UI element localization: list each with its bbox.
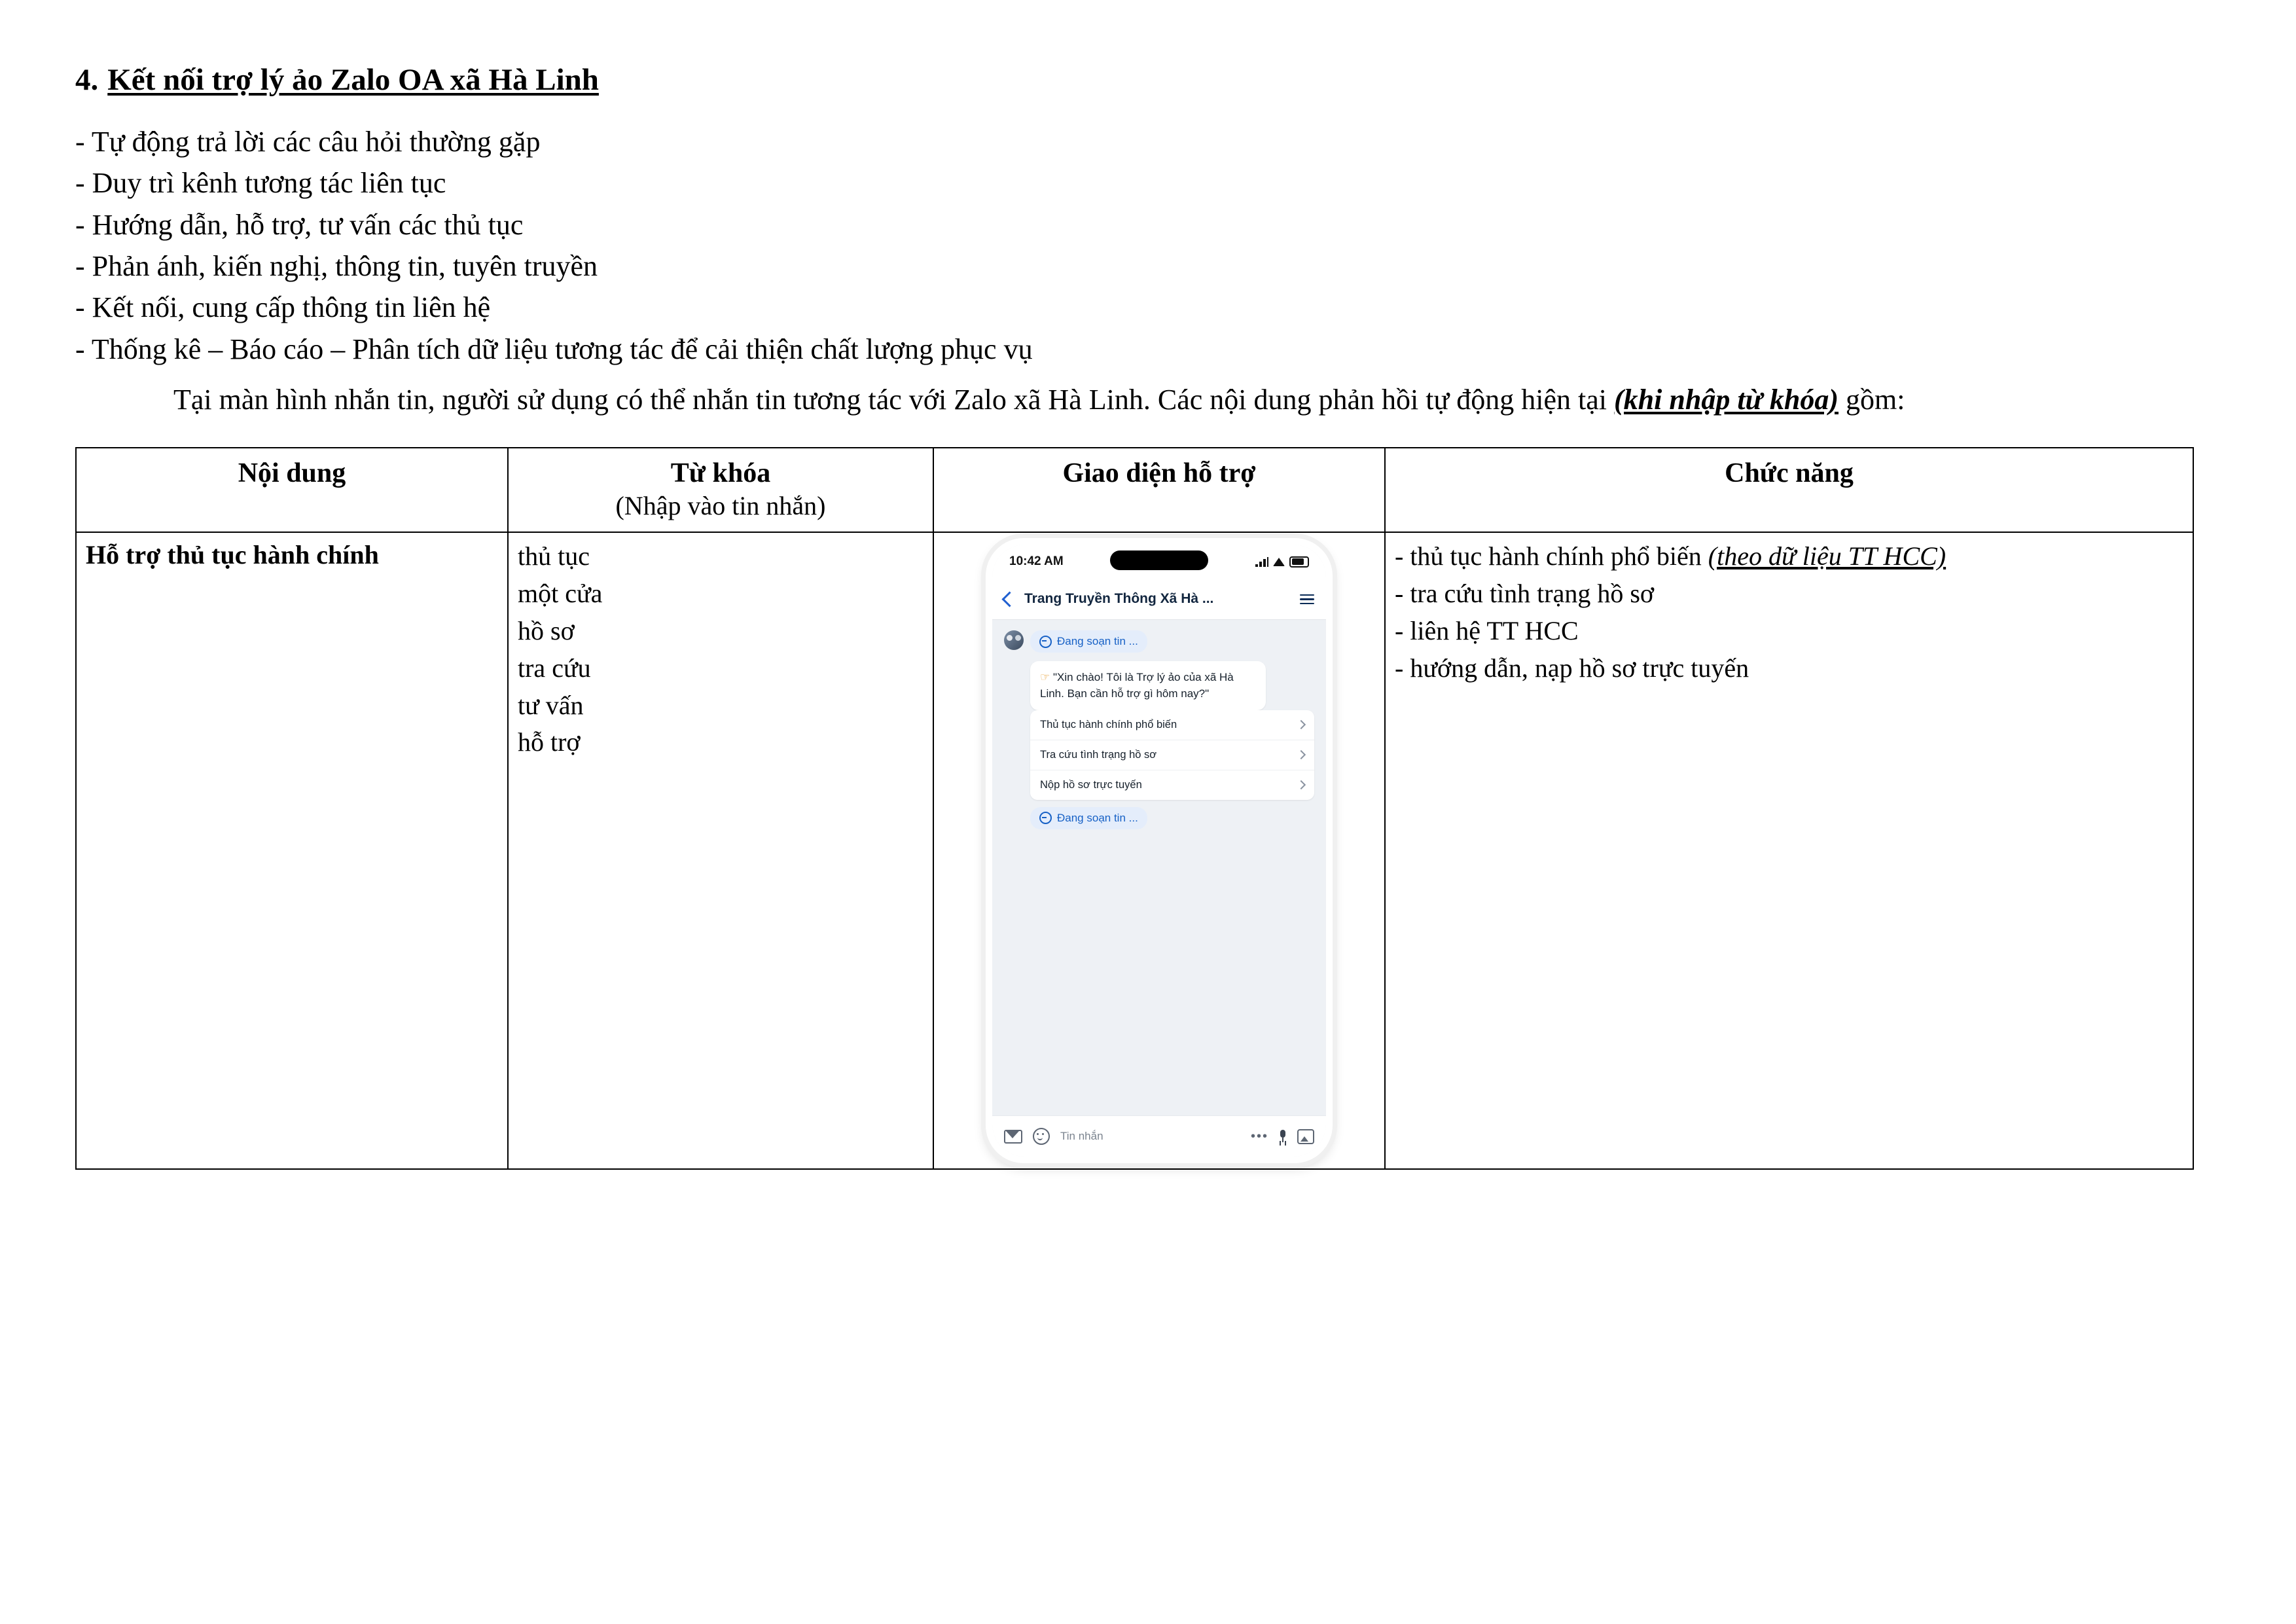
bullet-line-4: - Phản ánh, kiến nghị, thông tin, tuyên truyền — [75, 250, 598, 283]
avatar — [1004, 630, 1024, 650]
page-title — [75, 62, 2198, 98]
table-header-interface — [933, 448, 1385, 532]
bot-quick-reply-menu — [1030, 710, 1314, 800]
cell-content-name: Hỗ trợ thủ tục hành chính — [76, 532, 508, 1169]
function-line-1 — [1395, 538, 2183, 575]
envelope-icon[interactable] — [1004, 1130, 1022, 1144]
image-icon[interactable] — [1297, 1129, 1314, 1144]
table-header-keyword — [508, 448, 933, 532]
function-line-3: - liên hệ TT HCC — [1395, 615, 1579, 645]
table-header-keyword-label: Từ khóa — [670, 458, 771, 489]
phone-mockup — [986, 538, 1333, 1163]
menu-item-label: Nộp hồ sơ trực tuyến — [1040, 778, 1142, 791]
menu-item-nop-ho-so-truc-tuyen[interactable] — [1030, 770, 1314, 800]
keyword-item: thủ tục — [518, 541, 590, 571]
back-chevron-icon[interactable] — [1001, 591, 1017, 607]
table-header-content-label: Nội dung — [238, 458, 346, 489]
intro-paragraph — [75, 379, 2198, 421]
typing-indicator-bottom — [1030, 807, 1147, 829]
menu-item-label: Tra cứu tình trạng hồ sơ — [1040, 748, 1157, 761]
function-line-2: - tra cứu tình trạng hồ sơ — [1395, 579, 1655, 609]
typing-indicator-top-label: Đang soạn tin ... — [1057, 635, 1138, 648]
paragraph-keyword-emphasis: (khi nhập từ khóa) — [1614, 384, 1839, 416]
table-header-interface-label: Giao diện hỗ trợ — [1062, 458, 1256, 489]
chevron-right-icon — [1297, 720, 1306, 729]
typing-indicator-row-bottom — [1030, 807, 1314, 829]
chevron-right-icon — [1297, 780, 1306, 789]
typing-indicator-row-top — [1004, 630, 1314, 653]
chat-title: Trang Truyền Thông Xã Hà ... — [1024, 591, 1214, 607]
table-header-function-label: Chức năng — [1725, 458, 1854, 489]
signal-bars-icon — [1255, 557, 1268, 567]
table-header-keyword-sub: (Nhập vào tin nhắn) — [615, 491, 826, 521]
phone-screen — [992, 545, 1326, 1157]
function-line-4: - hướng dẫn, nạp hồ sơ trực tuyến — [1395, 653, 1749, 683]
keyword-item: tư vấn — [518, 690, 584, 720]
keyword-item: hồ sơ — [518, 615, 575, 645]
paragraph-after: gồm: — [1839, 384, 1905, 416]
table-row — [76, 532, 2193, 1169]
menu-item-thu-tuc-hanh-chinh[interactable] — [1030, 710, 1314, 740]
cell-keywords — [508, 532, 933, 1169]
keyword-item: hỗ trợ — [518, 727, 581, 757]
keyword-item: tra cứu — [518, 653, 591, 683]
chat-header — [992, 579, 1326, 620]
chat-message-list — [992, 620, 1326, 1115]
bot-greeting-text: "Xin chào! Tôi là Trợ lý ảo của xã Hà Linh. Bạn cần hỗ trợ gì hôm nay?" — [1040, 671, 1234, 700]
table-header-row — [76, 448, 2193, 532]
clock-icon — [1039, 636, 1052, 648]
pointing-hand-icon: ☞ — [1040, 671, 1050, 684]
title-number: 4. — [75, 63, 99, 97]
cell-interface-screenshot — [933, 532, 1385, 1169]
support-table — [75, 447, 2194, 1170]
chat-input-bar — [992, 1115, 1326, 1157]
bullet-line-2: - Duy trì kênh tương tác liên tục — [75, 167, 446, 200]
bullet-line-5: - Kết nối, cung cấp thông tin liên hệ — [75, 291, 491, 324]
bot-greeting-bubble — [1030, 661, 1266, 710]
status-time: 10:42 AM — [1009, 554, 1064, 569]
bullet-line-3: - Hướng dẫn, hỗ trợ, tư vấn các thủ tục — [75, 208, 524, 241]
microphone-icon[interactable] — [1279, 1130, 1287, 1143]
typing-indicator-top — [1030, 630, 1147, 653]
clock-icon — [1039, 812, 1052, 824]
menu-item-label: Thủ tục hành chính phổ biến — [1040, 718, 1177, 731]
phone-notch — [1110, 550, 1208, 570]
function-line-1-plain: - thủ tục hành chính phổ biến — [1395, 541, 1708, 571]
table-header-function — [1385, 448, 2193, 532]
wifi-icon — [1273, 558, 1285, 566]
battery-icon — [1289, 556, 1309, 568]
function-line-1-emphasis: (theo dữ liệu TT HCC) — [1708, 541, 1946, 571]
message-input[interactable]: Tin nhắn — [1060, 1130, 1103, 1143]
phone-status-bar — [992, 545, 1326, 579]
chevron-right-icon — [1297, 750, 1306, 759]
typing-indicator-bottom-label: Đang soạn tin ... — [1057, 811, 1138, 824]
smiley-icon[interactable] — [1033, 1128, 1050, 1145]
more-dots-icon[interactable]: ••• — [1250, 1128, 1268, 1144]
bullet-line-1: - Tự động trả lời các câu hỏi thường gặp — [75, 126, 541, 158]
title-text: Kết nối trợ lý ảo Zalo OA xã Hà Linh — [107, 63, 599, 97]
table-header-content — [76, 448, 508, 532]
cell-functions — [1385, 532, 2193, 1169]
menu-item-tra-cuu-tinh-trang-ho-so[interactable] — [1030, 740, 1314, 770]
paragraph-before: Tại màn hình nhắn tin, người sử dụng có thể nhắn tin tương tác với Zalo xã Hà Linh. Các nội dung phản hồi tự động hiện tại — [173, 384, 1615, 416]
hamburger-menu-icon[interactable] — [1300, 594, 1314, 605]
bullet-line-6: - Thống kê – Báo cáo – Phân tích dữ liệu tương tác để cải thiện chất lượng phục vụ — [75, 333, 1033, 365]
keyword-item: một cửa — [518, 579, 603, 609]
